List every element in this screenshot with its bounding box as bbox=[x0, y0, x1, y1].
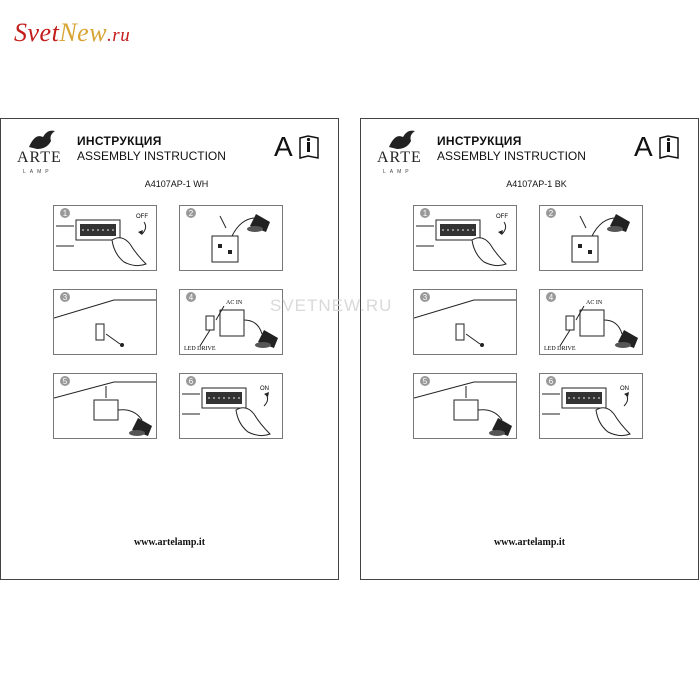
off-label: OFF bbox=[496, 214, 508, 220]
switch-panel-icon bbox=[76, 220, 120, 240]
assembly-step-3 bbox=[413, 289, 517, 355]
lamp-shade-icon bbox=[255, 330, 278, 348]
griffin-icon bbox=[387, 129, 417, 151]
instruction-sheet-wh bbox=[0, 118, 339, 580]
arte-lamp-logo bbox=[375, 129, 431, 175]
assembly-step-1 bbox=[53, 205, 157, 271]
watermark: SVETNEW.RU bbox=[270, 296, 393, 315]
logo-part-ru: .ru bbox=[107, 25, 131, 46]
screw-icon bbox=[580, 216, 586, 228]
on-label: ON bbox=[260, 386, 269, 392]
lamp-shade-icon bbox=[615, 330, 638, 348]
title-en: ASSEMBLY INSTRUCTION bbox=[77, 149, 226, 163]
assembly-step-2 bbox=[179, 205, 283, 271]
brand-name: ARTE bbox=[377, 149, 422, 166]
step-number: 3 bbox=[422, 293, 428, 302]
off-label: OFF bbox=[136, 214, 148, 220]
title-block bbox=[77, 134, 226, 163]
instruction-sheet-bk bbox=[360, 118, 699, 580]
lamp-shade-icon bbox=[489, 418, 512, 436]
lamp-shade-icon bbox=[129, 418, 152, 436]
assembly-step-4 bbox=[179, 289, 283, 355]
site-logo[interactable] bbox=[14, 18, 130, 48]
assembly-step-1 bbox=[413, 205, 517, 271]
step-number: 1 bbox=[422, 209, 428, 218]
model-number: A4107AP-1 WH bbox=[144, 179, 209, 189]
arrow-up-icon bbox=[624, 392, 629, 397]
step-number: 4 bbox=[188, 293, 194, 302]
step-number: 6 bbox=[188, 377, 194, 386]
model-number: A4107AP-1 BK bbox=[506, 179, 567, 189]
website-link[interactable]: www.artelamp.it bbox=[493, 537, 566, 548]
hand-icon bbox=[112, 238, 146, 266]
assembly-step-5 bbox=[53, 373, 157, 439]
switch-panel-icon bbox=[202, 388, 246, 408]
arrow-up-icon bbox=[264, 392, 269, 397]
wall-plate-icon bbox=[456, 324, 464, 340]
assembly-step-2 bbox=[539, 205, 643, 271]
read-instructions-icon: A bbox=[634, 131, 682, 163]
wall-plate-icon bbox=[96, 324, 104, 340]
lamp-shade-icon bbox=[247, 214, 270, 232]
assembly-step-4 bbox=[539, 289, 643, 355]
step-number: 4 bbox=[548, 293, 554, 302]
title-en: ASSEMBLY INSTRUCTION bbox=[437, 149, 586, 163]
lamp-shade-icon bbox=[607, 214, 630, 232]
step-number: 6 bbox=[548, 377, 554, 386]
assembly-step-3 bbox=[53, 289, 157, 355]
switch-panel-icon bbox=[436, 220, 480, 240]
assembly-step-6 bbox=[539, 373, 643, 439]
logo-part-svet: Svet bbox=[14, 18, 60, 47]
assembly-step-5 bbox=[413, 373, 517, 439]
arte-lamp-logo bbox=[15, 129, 71, 175]
read-instructions-icon: A bbox=[274, 131, 322, 163]
website-link[interactable]: www.artelamp.it bbox=[133, 537, 206, 548]
led-drive-label: LED DRIVE bbox=[544, 346, 576, 352]
step-number: 2 bbox=[548, 209, 554, 218]
hand-icon bbox=[472, 238, 506, 266]
ac-in-label: AC IN bbox=[586, 300, 603, 306]
griffin-icon bbox=[27, 129, 57, 151]
step-number: 3 bbox=[62, 293, 68, 302]
hand-icon bbox=[236, 408, 270, 436]
led-drive-label: LED DRIVE bbox=[184, 346, 216, 352]
assembly-step-6 bbox=[179, 373, 283, 439]
step-number: 1 bbox=[62, 209, 68, 218]
hand-icon bbox=[596, 408, 630, 436]
step-number: 5 bbox=[422, 377, 428, 386]
screw-icon bbox=[220, 216, 226, 228]
brand-sub: LAMP bbox=[23, 169, 53, 175]
ac-in-label: AC IN bbox=[226, 300, 243, 306]
brand-sub: LAMP bbox=[383, 169, 413, 175]
brand-name: ARTE bbox=[17, 149, 62, 166]
title-block bbox=[437, 134, 586, 163]
logo-part-new: New bbox=[59, 18, 108, 47]
switch-panel-icon bbox=[562, 388, 606, 408]
step-number: 2 bbox=[188, 209, 194, 218]
step-number: 5 bbox=[62, 377, 68, 386]
on-label: ON bbox=[620, 386, 629, 392]
title-ru: ИНСТРУКЦИЯ bbox=[77, 134, 162, 148]
title-ru: ИНСТРУКЦИЯ bbox=[437, 134, 522, 148]
